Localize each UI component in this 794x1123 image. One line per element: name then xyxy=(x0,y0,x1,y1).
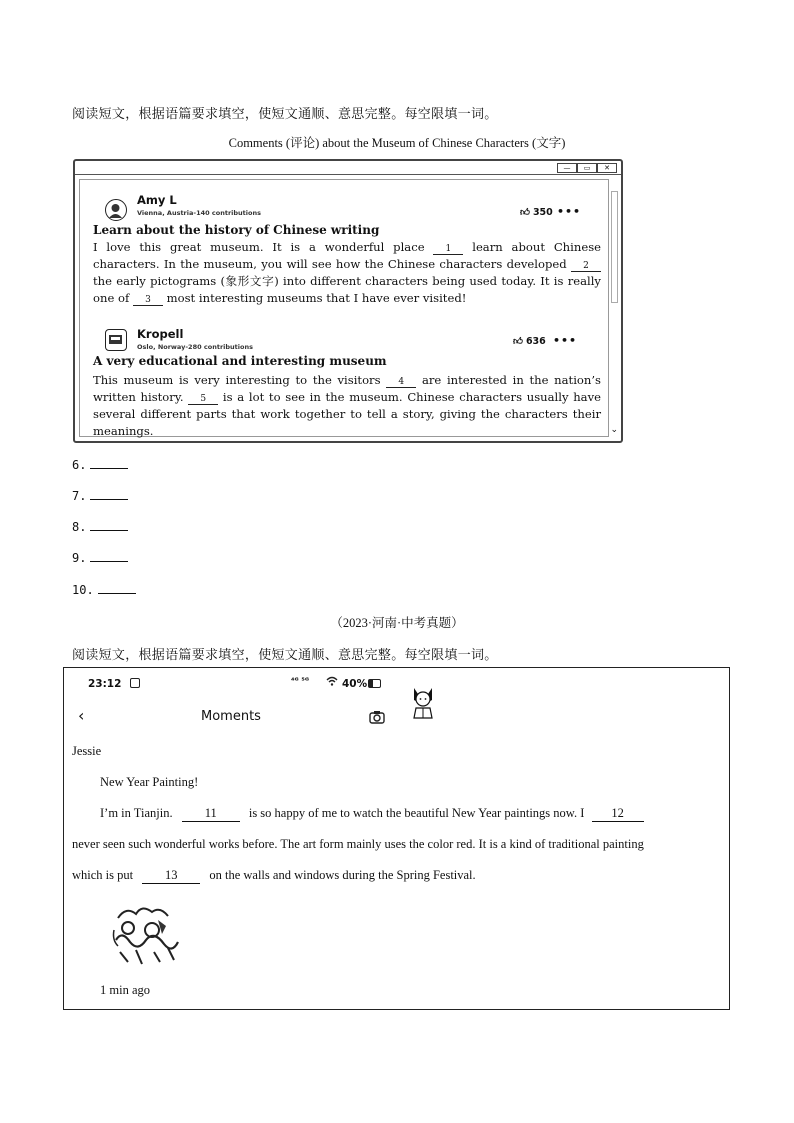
cartoon-avatar[interactable] xyxy=(408,684,438,724)
blank-11: 11 xyxy=(182,806,240,822)
avatar xyxy=(105,199,127,221)
like-count: 350 xyxy=(532,206,553,218)
instruction-1: 阅读短文，根据语篇要求填空，使短文通顺、意思完整。每空限填一词。 xyxy=(72,107,498,122)
question-source: （2023·河南·中考真题） xyxy=(330,616,464,630)
post-line-3: which is put 13 on the walls and windows during the Spring Festival. xyxy=(72,868,476,882)
comment-body: This museum is very interesting to the visitors 4 are interested in the nation’s written history. 5 is a lot to see in the museum. Chinese characters usually have several different parts that work together to tell a story, giving the characters their meanings. xyxy=(93,373,601,438)
page-title: Moments xyxy=(201,709,261,724)
like-count: 636 xyxy=(525,335,546,347)
post-line-1: I’m in Tianjin. 11 is so happy of me to watch the beautiful New Year paintings now. I 12 xyxy=(100,806,722,822)
new-year-painting-image[interactable] xyxy=(108,900,188,972)
comment-location: Vienna, Austria-140 contributions xyxy=(137,209,261,217)
status-time: 23:12 xyxy=(88,678,122,690)
answer-line[interactable]: 10. xyxy=(72,583,136,597)
answer-line[interactable]: 7. xyxy=(72,489,128,503)
comment-user[interactable]: Amy L xyxy=(137,193,177,207)
post-title: New Year Painting! xyxy=(100,775,199,789)
camera-icon[interactable] xyxy=(369,709,385,728)
answer-line[interactable]: 9. xyxy=(72,551,128,565)
scroll-down-icon[interactable]: ⌄ xyxy=(610,425,618,435)
back-icon[interactable]: ‹ xyxy=(78,706,85,725)
blank-3: 3 xyxy=(133,295,163,306)
battery-level: 40% xyxy=(342,678,368,690)
blank-12: 12 xyxy=(592,806,644,822)
instruction-2: 阅读短文，根据语篇要求填空，使短文通顺、意思完整。每空限填一词。 xyxy=(72,648,498,663)
blank-5: 5 xyxy=(188,394,218,405)
post-line-2: never seen such wonderful works before. The art form mainly uses the color red. It is a kind of traditional painting xyxy=(72,837,644,851)
wifi-icon xyxy=(326,676,338,689)
answer-line[interactable]: 6. xyxy=(72,458,128,472)
close-icon[interactable]: ✕ xyxy=(597,163,617,173)
blank-13: 13 xyxy=(142,868,200,884)
post-timestamp: 1 min ago xyxy=(100,983,150,997)
minimize-icon[interactable]: — xyxy=(557,163,577,173)
blank-1: 1 xyxy=(433,244,463,255)
comment-user[interactable]: Kropell xyxy=(137,327,184,341)
comment-location: Oslo, Norway-280 contributions xyxy=(137,343,253,351)
blank-4: 4 xyxy=(386,377,416,388)
maximize-icon[interactable]: ▭ xyxy=(577,163,597,173)
answer-line[interactable]: 8. xyxy=(72,520,128,534)
avatar xyxy=(105,329,127,351)
comment-body: I love this great museum. It is a wonderful place 1 learn about Chinese characters. In the museum, you will see how the Chinese characters developed 2 the early pictograms (象形文字) into different characters being used today. It is really one of 3 most interesting museums that I have ever visited! xyxy=(93,240,601,305)
comment-title: A very educational and interesting museum xyxy=(93,354,387,368)
signal-icon: ⁴ᴳ ⁵ᴳ xyxy=(291,676,310,685)
thumbs-up-icon: 👍︎ xyxy=(520,207,530,218)
more-options-icon[interactable]: ••• xyxy=(553,334,578,347)
comment-title: Learn about the history of Chinese writing xyxy=(93,223,380,237)
blank-2: 2 xyxy=(571,261,601,272)
moments-screenshot xyxy=(63,667,730,1010)
notification-icon xyxy=(130,678,140,688)
more-options-icon[interactable]: ••• xyxy=(557,205,582,218)
post-author[interactable]: Jessie xyxy=(72,744,102,758)
window-titlebar xyxy=(75,161,621,175)
like-button[interactable] xyxy=(520,206,553,218)
portrait-icon xyxy=(106,200,125,219)
like-button[interactable] xyxy=(513,335,546,347)
battery-icon xyxy=(368,679,381,688)
comments-window xyxy=(73,159,623,443)
thumbs-up-icon: 👍︎ xyxy=(513,336,523,347)
figure-caption: Comments (评论) about the Museum of Chinese Characters (文字) xyxy=(228,136,566,150)
scrollbar[interactable] xyxy=(611,191,618,303)
bus-icon xyxy=(106,330,125,349)
